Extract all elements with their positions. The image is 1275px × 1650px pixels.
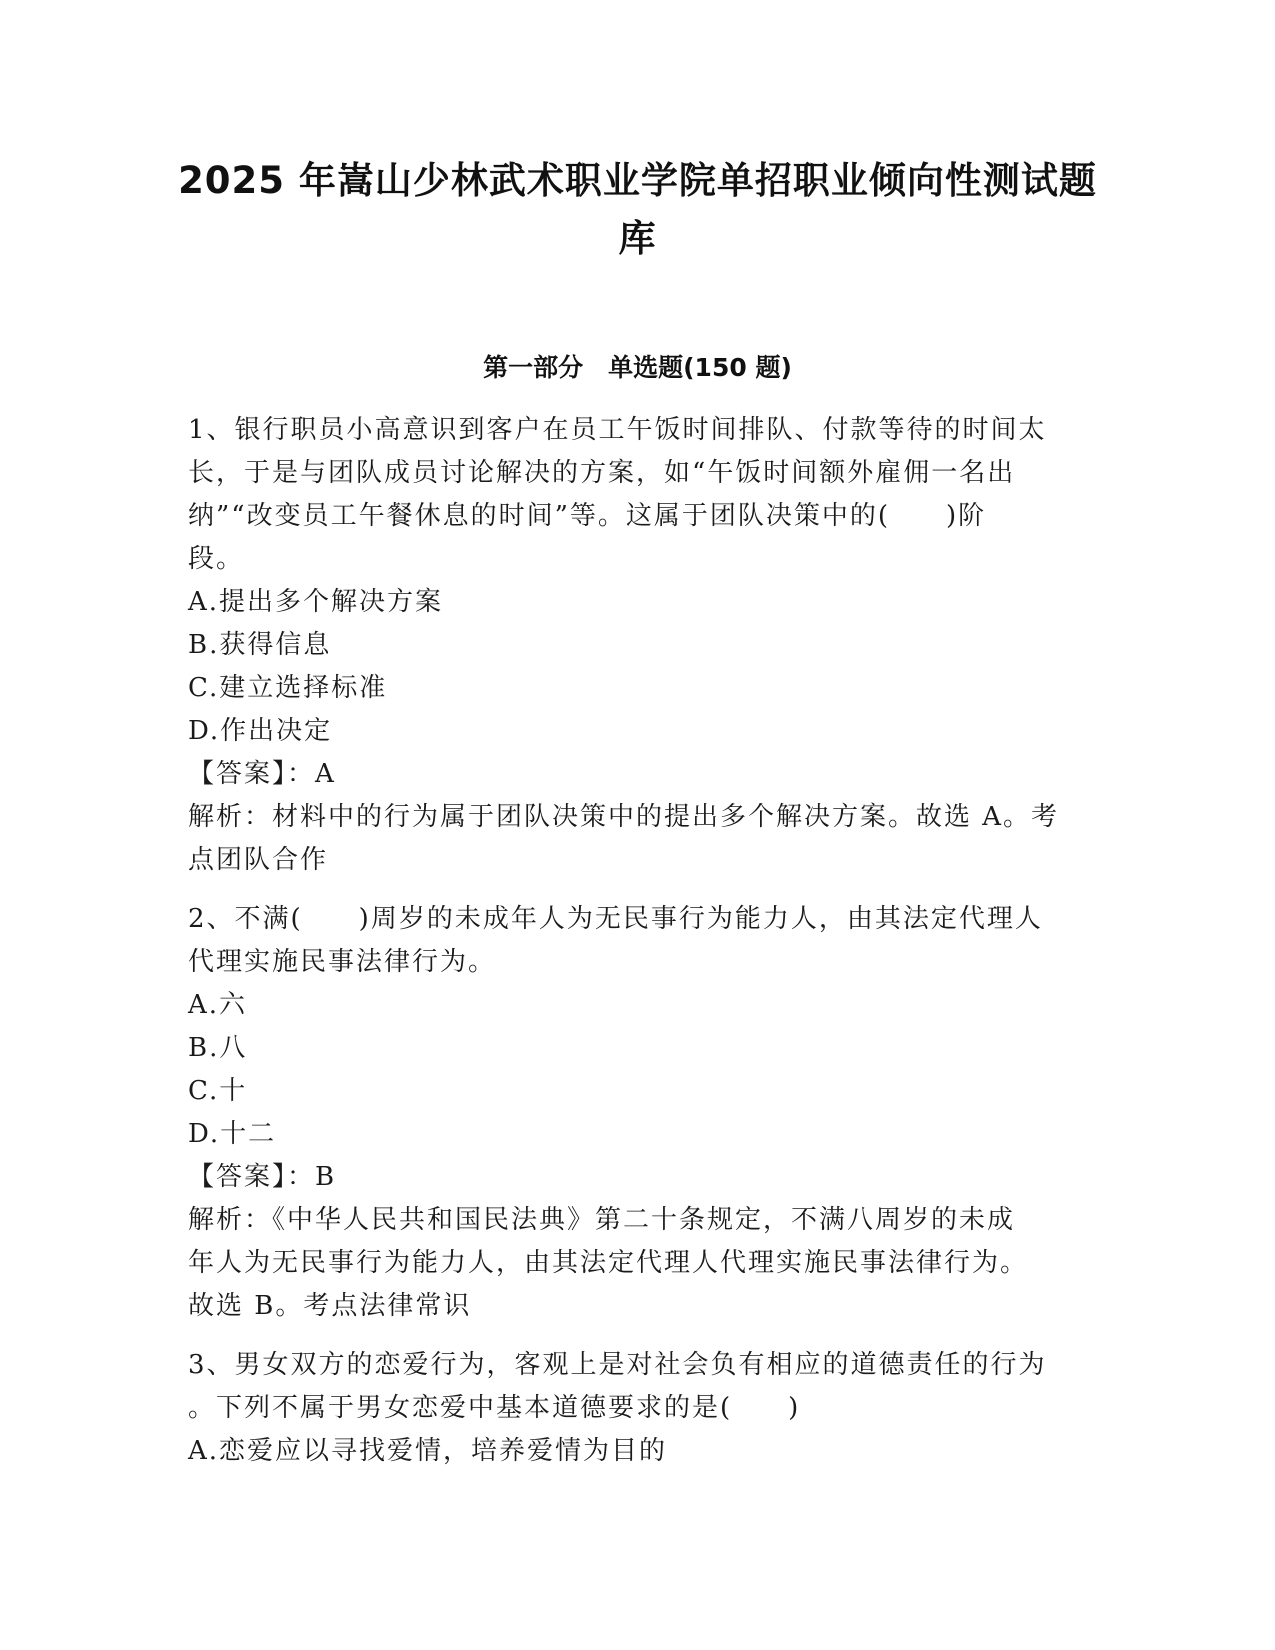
answer-key: 【答案】：B	[188, 1162, 337, 1192]
answer-option: A.恋爱应以寻找爱情，培养爱情为目的	[188, 1436, 668, 1466]
document-title-line-1: 2025 年嵩山少林武术职业学院单招职业倾向性测试题	[178, 159, 1097, 202]
answer-option: C.十	[188, 1076, 248, 1106]
answer-option: D.十二	[188, 1119, 277, 1149]
document-title-line-2: 库	[618, 217, 657, 260]
analysis-line: 年人为无民事行为能力人，由其法定代理人代理实施民事法律行为。	[188, 1248, 1029, 1278]
answer-option: B.获得信息	[188, 630, 332, 660]
question-stem-line: 纳”“改变员工午餐休息的时间”等。这属于团队决策中的( )阶	[188, 501, 987, 531]
question-stem-line: 代理实施民事法律行为。	[188, 947, 497, 977]
question-stem-line: 3、男女双方的恋爱行为，客观上是对社会负有相应的道德责任的行为	[188, 1350, 1047, 1380]
answer-option: B.八	[188, 1033, 248, 1063]
question-stem-line: 2、不满( )周岁的未成年人为无民事行为能力人，由其法定代理人	[188, 904, 1043, 934]
question-block	[188, 898, 1088, 1328]
answer-key: 【答案】：A	[188, 759, 336, 789]
answer-option: C.建立选择标准	[188, 673, 388, 703]
analysis-line: 点团队合作	[188, 845, 329, 875]
answer-option: A.六	[188, 990, 248, 1020]
analysis-line: 故选 B。考点法律常识	[188, 1291, 472, 1321]
question-stem-line: 段。	[188, 544, 245, 574]
question-block	[188, 409, 1088, 882]
question-stem-line: 1、银行职员小高意识到客户在员工午饭时间排队、付款等待的时间太	[188, 415, 1047, 445]
question-block	[188, 1344, 1088, 1473]
analysis-line: 解析：材料中的行为属于团队决策中的提出多个解决方案。故选 A。考	[188, 802, 1060, 832]
section-title: 第一部分 单选题(150 题)	[483, 353, 792, 382]
question-list	[188, 409, 1088, 1473]
question-stem-line: 长，于是与团队成员讨论解决的方案，如“午饭时间额外雇佣一名出	[188, 458, 1016, 488]
question-stem-line: 。下列不属于男女恋爱中基本道德要求的是( )	[188, 1393, 801, 1423]
answer-option: A.提出多个解决方案	[188, 587, 444, 617]
answer-option: D.作出决定	[188, 716, 333, 746]
analysis-line: 解析：《中华人民共和国民法典》第二十条规定，不满八周岁的未成	[188, 1205, 1016, 1235]
